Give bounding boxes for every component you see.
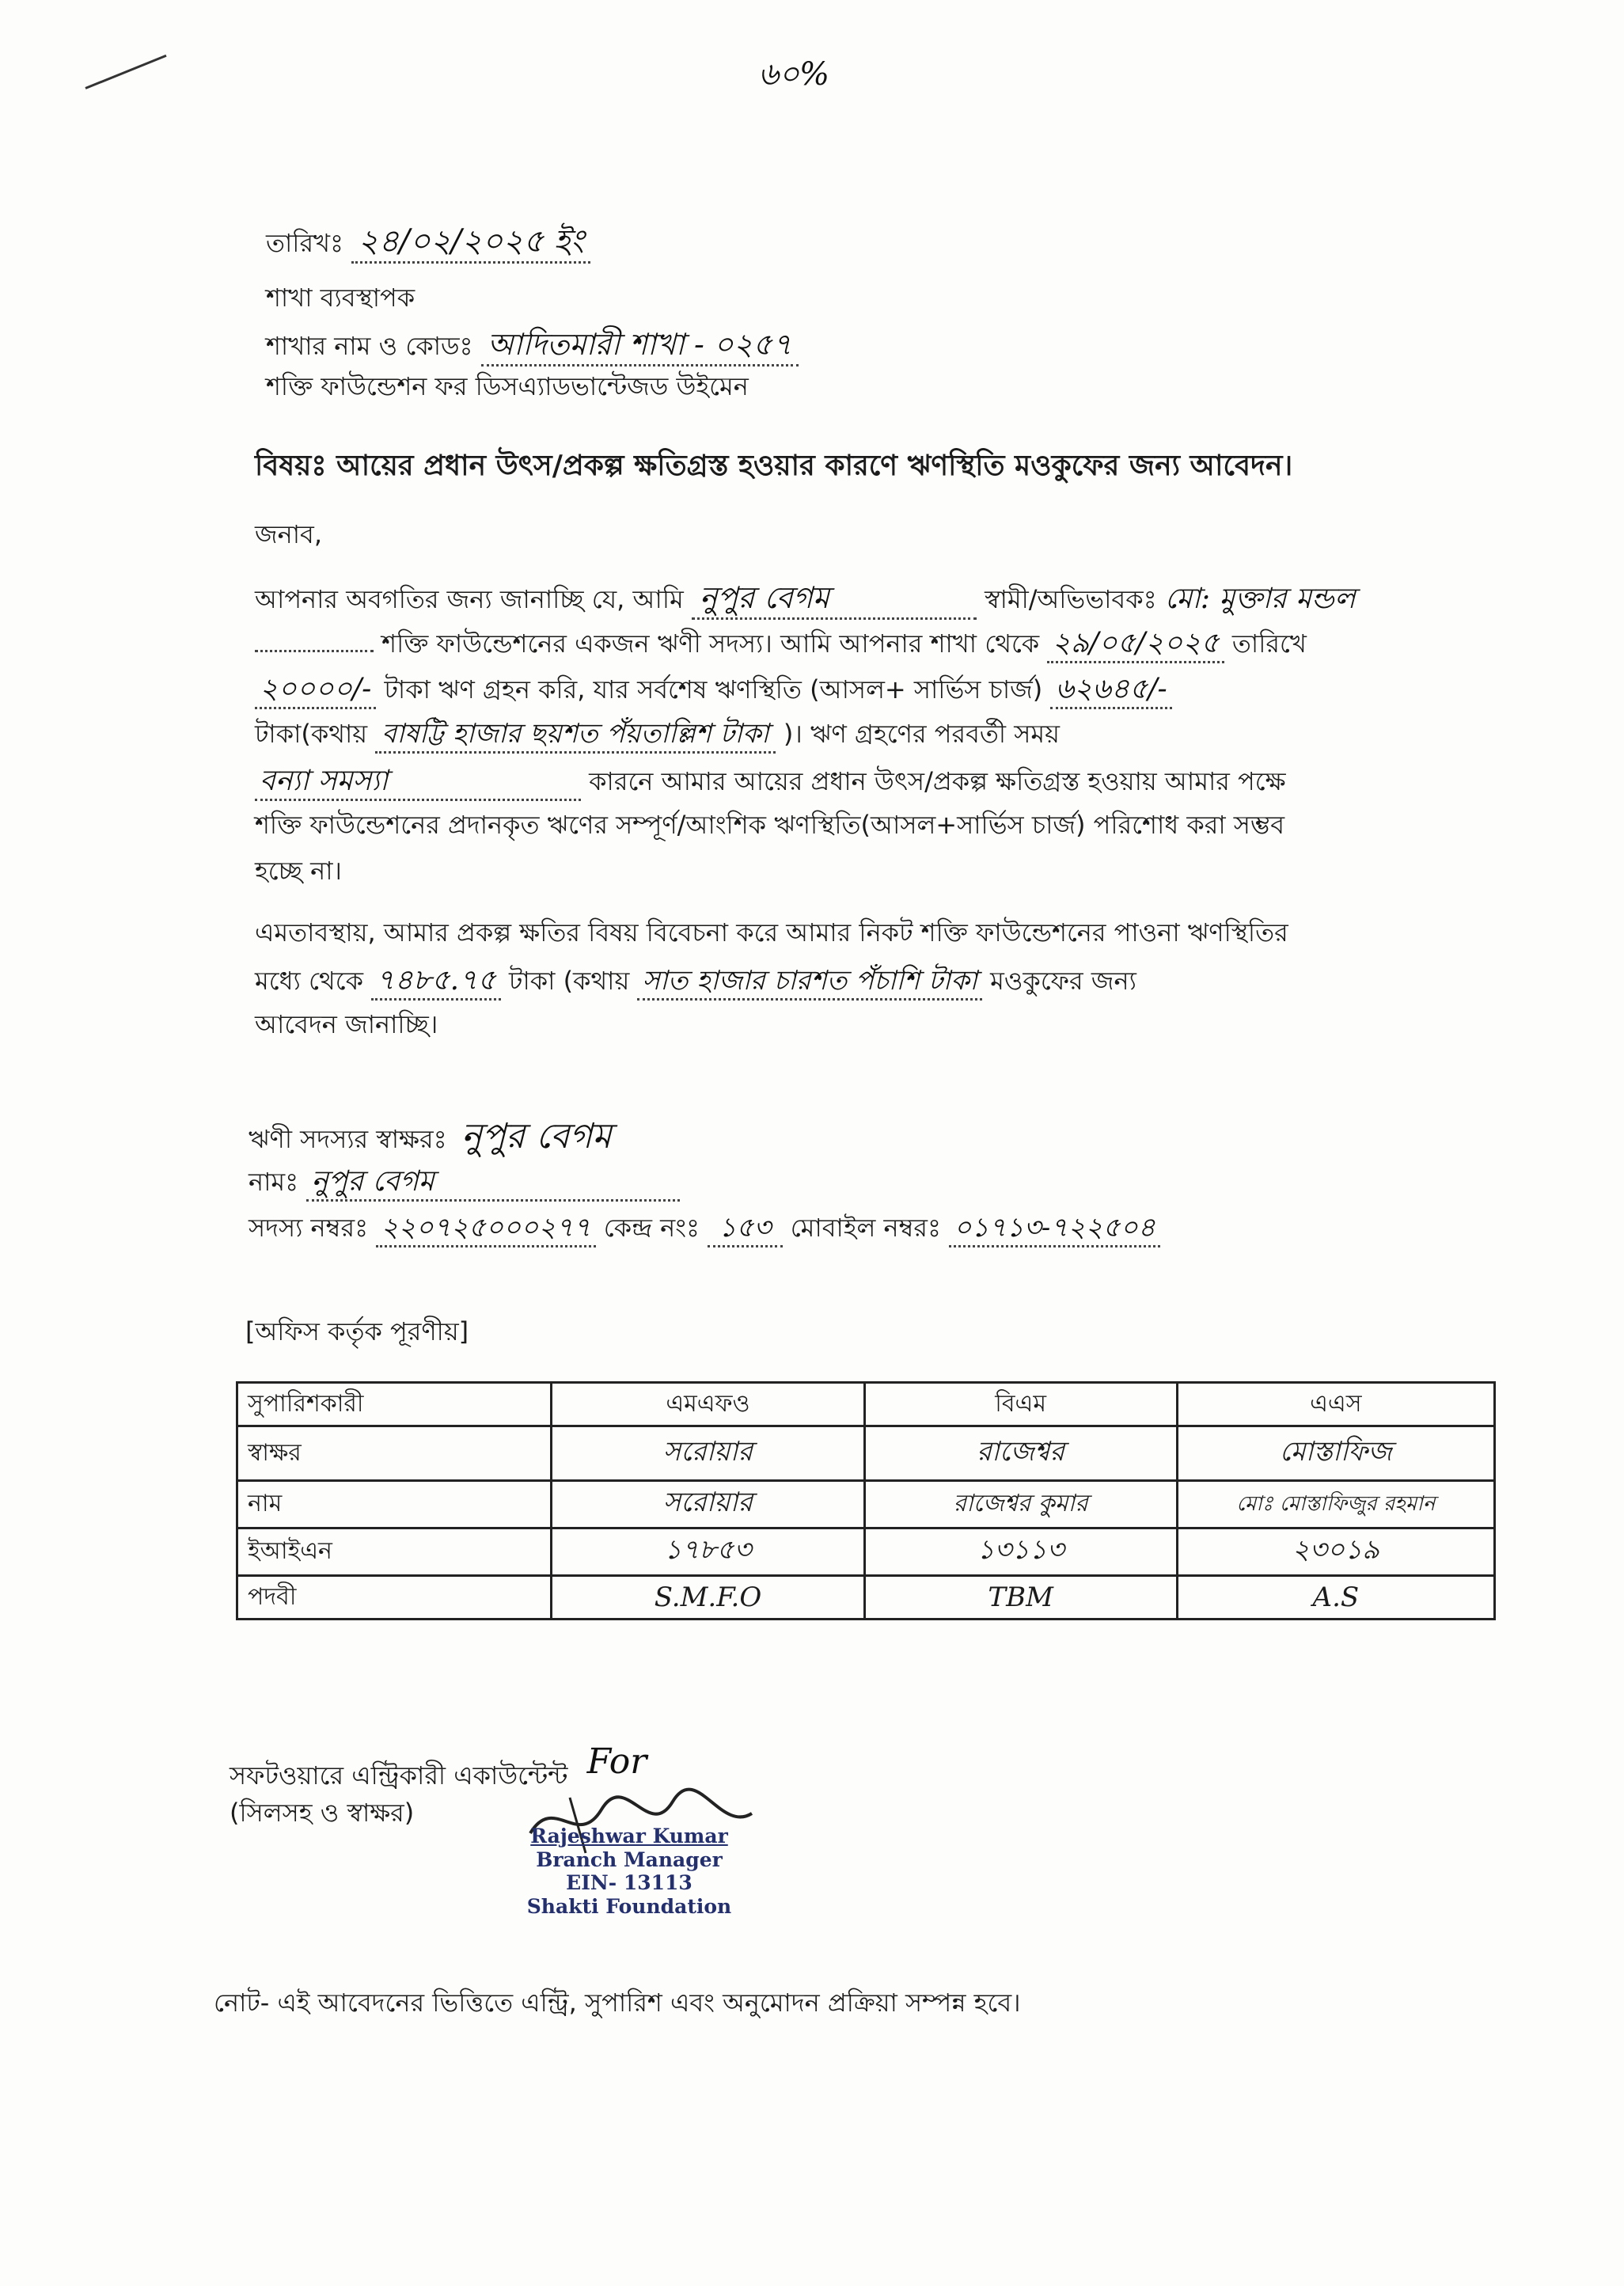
table-row bbox=[237, 1576, 1495, 1620]
as-signature: মোস্তাফিজ bbox=[1177, 1426, 1494, 1481]
member-no-value: ২২০৭২৫০০০২৭৭ bbox=[376, 1211, 595, 1247]
mobile-label: মোবাইল নম্বরঃ bbox=[790, 1213, 942, 1243]
body-text: টাকা ঋণ গ্রহন করি, যার সর্বশেষ ঋণস্থিতি (আসল+ সার্ভিস চার্জ) bbox=[384, 674, 1043, 704]
body-line-4 bbox=[255, 717, 1060, 754]
body-text: টাকা (কথায় bbox=[509, 966, 630, 996]
center-value: ১৫৩ bbox=[708, 1211, 782, 1247]
loan-date-fill: ২৯/০৫/২০২৫ bbox=[1047, 625, 1224, 663]
seal-ein: EIN- 13113 bbox=[566, 1871, 692, 1894]
member-sign-label: ঋণী সদস্যর স্বাক্ষরঃ bbox=[249, 1124, 447, 1154]
addressee-line3: শক্তি ফাউন্ডেশন ফর ডিসএ্যাডভান্টেজড উইমেন bbox=[266, 371, 749, 401]
bm-signature: রাজেশ্বর bbox=[864, 1426, 1177, 1481]
salutation: জনাব, bbox=[255, 519, 322, 549]
body-line-9 bbox=[255, 963, 1136, 1001]
branch-manager-seal bbox=[491, 1825, 768, 1918]
header-bm: বিএম bbox=[864, 1383, 1177, 1426]
loan-amount-fill: ২০০০০/- bbox=[255, 671, 376, 709]
bm-designation: TBM bbox=[864, 1576, 1177, 1620]
seal-name: Rajeshwar Kumar bbox=[530, 1825, 728, 1847]
member-sign-line bbox=[249, 1115, 612, 1158]
bm-name: রাজেশ্বর কুমার bbox=[864, 1481, 1177, 1528]
mfo-signature: সরোয়ার bbox=[552, 1426, 864, 1481]
body-text: স্বামী/অভিভাবকঃ bbox=[985, 584, 1157, 614]
waive-amount-fill: ৭৪৮৫.৭৫ bbox=[371, 963, 501, 1001]
as-ein: ২৩০১৯ bbox=[1177, 1528, 1494, 1576]
body-text: মওকুফের জন্য bbox=[990, 966, 1136, 996]
row-label-name: নাম bbox=[237, 1481, 552, 1528]
waive-words-fill: সাত হাজার চারশত পঁচাশি টাকা bbox=[637, 964, 981, 1001]
table-row bbox=[237, 1481, 1495, 1528]
body-line-5 bbox=[255, 763, 1286, 801]
member-name-label: নামঃ bbox=[249, 1167, 299, 1197]
branch-value: আদিতমারী শাখা - ০২৫৭ bbox=[481, 326, 799, 366]
body-text: শক্তি ফাউন্ডেশনের একজন ঋণী সদস্য। আমি আপনার শাখা থেকে bbox=[381, 628, 1040, 659]
table-row bbox=[237, 1528, 1495, 1576]
as-designation: A.S bbox=[1177, 1576, 1494, 1620]
row-label-signature: স্বাক্ষর bbox=[237, 1426, 552, 1481]
body-text: )। ঋণ গ্রহণের পরবর্তী সময় bbox=[783, 719, 1060, 749]
percent-mark: ৬০% bbox=[758, 56, 830, 93]
date-label: তারিখঃ bbox=[266, 228, 344, 258]
header-recommender: সুপারিশকারী bbox=[237, 1383, 552, 1426]
table-row bbox=[237, 1426, 1495, 1481]
member-signature: নুপুর বেগম bbox=[461, 1116, 612, 1156]
body-text: তারিখে bbox=[1231, 628, 1307, 659]
body-line-2 bbox=[255, 625, 1307, 663]
subject-line: বিষয়ঃ আয়ের প্রধান উৎস/প্রকল্প ক্ষতিগ্রস্ত হওয়ার কারণে ঋণস্থিতি মওকুফের জন্য আবেদন। bbox=[255, 450, 1293, 482]
outstanding-fill: ৬২৬৪৫/- bbox=[1050, 671, 1171, 709]
body-line-10: আবেদন জানাচ্ছি। bbox=[255, 1009, 438, 1039]
office-table bbox=[236, 1381, 1496, 1620]
center-label: কেন্দ্র নংঃ bbox=[603, 1213, 700, 1243]
body-text: আপনার অবগতির জন্য জানাচ্ছি যে, আমি bbox=[255, 584, 684, 614]
branch-label: শাখার নাম ও কোডঃ bbox=[266, 331, 473, 361]
body-line-1 bbox=[255, 579, 1356, 620]
accountant-seal-note: (সিলসহ ও স্বাক্ষর) bbox=[230, 1798, 415, 1828]
office-heading: [অফিস কর্তৃক পূরণীয়] bbox=[245, 1316, 469, 1346]
member-no-label: সদস্য নম্বরঃ bbox=[249, 1213, 369, 1243]
member-number-line bbox=[249, 1211, 1160, 1247]
header-mfo: এমএফও bbox=[552, 1383, 864, 1426]
blank-dots bbox=[255, 650, 374, 652]
for-mark: For bbox=[586, 1741, 647, 1782]
member-name-value: নুপুর বেগম bbox=[306, 1164, 680, 1202]
mfo-designation: S.M.F.O bbox=[552, 1576, 864, 1620]
date-line bbox=[266, 222, 590, 264]
footer-note: নোট- এই আবেদনের ভিত্তিতে এন্ট্রি, সুপারিশ এবং অনুমোদন প্রক্রিয়া সম্পন্ন হবে। bbox=[214, 1988, 1021, 2018]
body-line-6: শক্তি ফাউন্ডেশনের প্রদানকৃত ঋণের সম্পূর্ণ/আংশিক ঋণস্থিতি(আসল+সার্ভিস চার্জ) পরিশোধ করা সম্ভব bbox=[255, 810, 1285, 840]
as-name: মোঃ মোস্তাফিজুর রহমান bbox=[1177, 1481, 1494, 1528]
mfo-ein: ১৭৮৫৩ bbox=[552, 1528, 864, 1576]
row-label-ein: ইআইএন bbox=[237, 1528, 552, 1576]
row-label-designation: পদবী bbox=[237, 1576, 552, 1620]
body-text: টাকা(কথায় bbox=[255, 719, 368, 749]
seal-title: Branch Manager bbox=[536, 1847, 723, 1871]
body-text: মধ্যে থেকে bbox=[255, 966, 363, 996]
header-as: এএস bbox=[1177, 1383, 1494, 1426]
body-text: কারনে আমার আয়ের প্রধান উৎস/প্রকল্প ক্ষতিগ্রস্ত হওয়ায় আমার পক্ষে bbox=[589, 766, 1286, 796]
body-line-7: হচ্ছে না। bbox=[255, 856, 342, 886]
member-name-fill: নুপুর বেগম bbox=[692, 579, 977, 620]
body-line-8: এমতাবস্থায়, আমার প্রকল্প ক্ষতির বিষয় বিবেচনা করে আমার নিকট শক্তি ফাউন্ডেশনের পাওনা ঋণস্থিতির bbox=[255, 917, 1288, 947]
cause-fill: বন্যা সমস্যা bbox=[255, 763, 581, 801]
member-name-line bbox=[249, 1164, 680, 1202]
table-header-row bbox=[237, 1383, 1495, 1426]
guardian-fill: মো: মুক্তার মন্ডল bbox=[1164, 583, 1356, 615]
body-line-3 bbox=[255, 671, 1172, 709]
bm-ein: ১৩১১৩ bbox=[864, 1528, 1177, 1576]
seal-org: Shakti Foundation bbox=[526, 1894, 732, 1918]
mobile-value: ০১৭১৩-৭২২৫০৪ bbox=[949, 1211, 1160, 1247]
addressee-line1: শাখা ব্যবস্থাপক bbox=[266, 283, 415, 313]
pen-mark bbox=[85, 55, 166, 89]
mfo-name: সরোয়ার bbox=[552, 1481, 864, 1528]
date-value: ২৪/০২/২০২৫ ইং bbox=[351, 222, 590, 264]
accountant-label: সফটওয়ারে এন্ট্রিকারী একাউন্টেন্ট bbox=[230, 1760, 568, 1790]
branch-line bbox=[266, 326, 799, 366]
outstanding-words-fill: বাষট্টি হাজার ছয়শত পঁয়তাল্লিশ টাকা bbox=[375, 717, 775, 754]
